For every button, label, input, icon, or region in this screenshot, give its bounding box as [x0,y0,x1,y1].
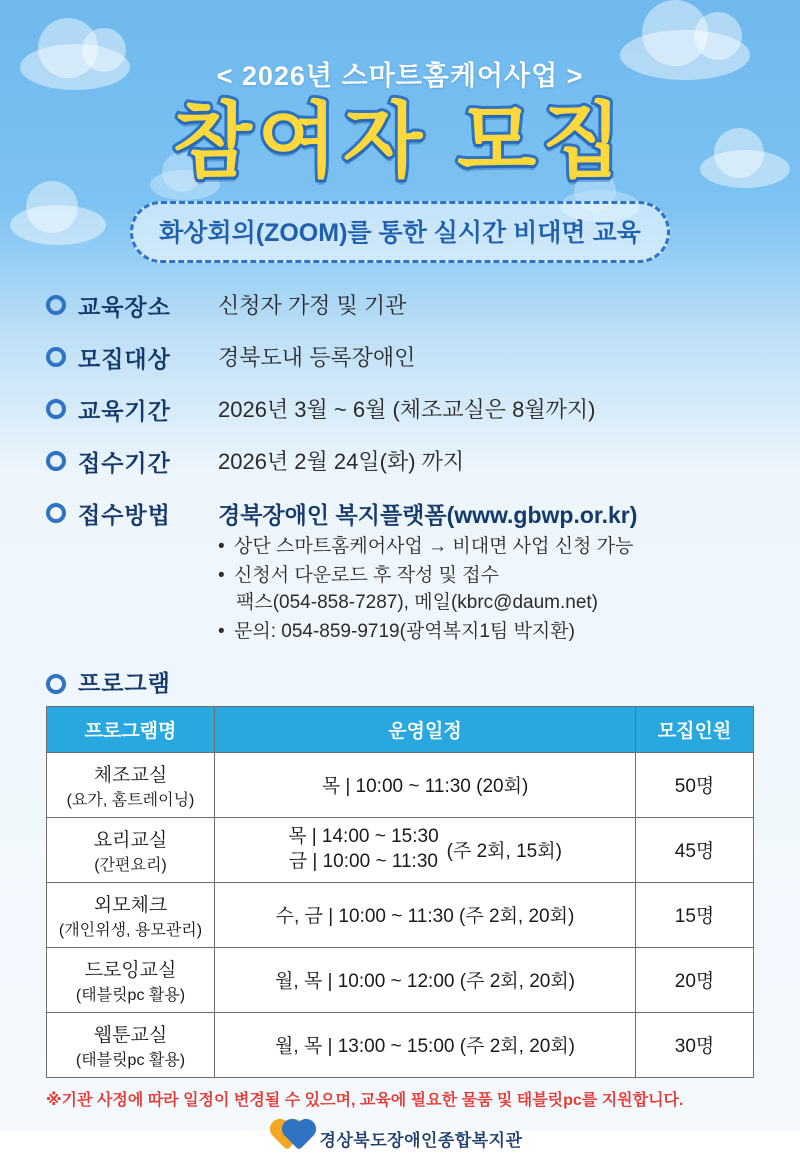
info-value: 신청자 가정 및 기관 [218,293,407,319]
cell-count: 45명 [636,817,754,882]
schedule-note: (주 2회, 15회) [446,841,562,863]
bullet-icon [46,295,66,315]
program-name: 외모체크 [93,894,168,916]
program-name: 드로잉교실 [84,959,177,981]
footnote: ※기관 사정에 따라 일정이 변경될 수 있으며, 교육에 필요한 물품 및 태블릿pc를 지원합니다. [46,1091,684,1109]
table-col-schedule: 운영일정 [215,706,636,752]
apply-sublist [218,534,754,646]
cell-count: 50명 [636,752,754,817]
cell-program-name [47,752,215,817]
apply-sub-item: • 문의: 054-859-9719(광역복지1팀 박지환) [218,619,754,646]
table-col-count: 모집인원 [636,706,754,752]
cell-program-name [47,1012,215,1077]
apply-website[interactable]: 경북장애인 복지플랫폼(www.gbwp.or.kr) [218,502,638,529]
table-col-name: 프로그램명 [47,706,215,752]
program-subname: (태블릿pc 활용) [75,986,186,1004]
table-row [47,752,754,817]
cell-program-name [47,882,215,947]
subtitle-container [0,201,800,263]
cell-schedule [215,817,636,882]
program-subname: (요가, 홈트레이닝) [66,791,195,809]
footer [0,1124,800,1154]
info-row-deadline [46,445,754,478]
program-name: 체조교실 [93,764,168,786]
bullet-icon [46,451,66,471]
info-value: 2026년 3월 ~ 6월 (체조교실은 8월까지) [218,397,596,423]
bullet-icon [46,674,66,694]
info-list [46,289,754,698]
program-heading [46,665,754,698]
cell-count: 30명 [636,1012,754,1077]
apply-sub-item: • 상단 스마트홈케어사업 → 비대면 사업 신청 가능 [218,534,754,561]
program-name: 웹툰교실 [93,1024,168,1046]
apply-contact-line: 팩스(054-858-7287), 메일(kbrc@daum.net) [236,592,599,614]
bullet-icon [46,347,66,367]
bullet-icon [46,503,66,523]
poster-title: 참여자 모집 [172,96,628,187]
info-value: 경북도내 등록장애인 [218,345,416,371]
schedule-line-1: 목 | 14:00 ~ 15:30 [288,826,439,848]
cell-schedule: 목 | 10:00 ~ 11:30 (20회) [215,752,636,817]
poster-kicker: < 2026년 스마트홈케어사업 > [216,61,584,91]
info-label: 모집대상 [78,346,171,373]
schedule-line-2: 금 | 10:00 ~ 11:30 [288,850,438,872]
info-label: 접수방법 [78,502,171,529]
program-subname: (간편요리) [94,856,167,874]
program-label: 프로그램 [78,669,171,696]
apply-sub-item [218,563,754,617]
table-row [47,817,754,882]
cell-schedule: 월, 목 | 13:00 ~ 15:00 (주 2회, 20회) [215,1012,636,1077]
info-row-period [46,393,754,426]
cell-schedule: 수, 금 | 10:00 ~ 11:30 (주 2회, 20회) [215,882,636,947]
program-name: 요리교실 [93,829,168,851]
info-row-location [46,289,754,322]
info-row-apply [46,497,754,646]
cell-program-name [47,947,215,1012]
info-row-target [46,341,754,374]
program-subname: (태블릿pc 활용) [75,1051,186,1069]
table-row [47,947,754,1012]
heart-logo-icon [277,1124,311,1154]
info-label: 접수기간 [78,450,171,477]
cell-program-name [47,817,215,882]
cell-schedule: 월, 목 | 10:00 ~ 12:00 (주 2회, 20회) [215,947,636,1012]
bullet-icon [46,399,66,419]
table-row [47,882,754,947]
organization-name: 경상북도장애인종합복지관 [319,1131,523,1151]
info-label: 교육기간 [78,398,171,425]
program-subname: (개인위생, 용모관리) [58,921,203,939]
apply-sub-text: 신청서 다운로드 후 작성 및 접수 [234,565,499,587]
cell-count: 15명 [636,882,754,947]
info-value: 2026년 2월 24일(화) 까지 [218,449,465,475]
info-label: 교육장소 [78,294,171,321]
program-table [46,706,754,1078]
poster-subtitle: 화상회의(ZOOM)를 통한 실시간 비대면 교육 [130,201,670,263]
table-row [47,1012,754,1077]
cell-count: 20명 [636,947,754,1012]
table-header-row [47,706,754,752]
